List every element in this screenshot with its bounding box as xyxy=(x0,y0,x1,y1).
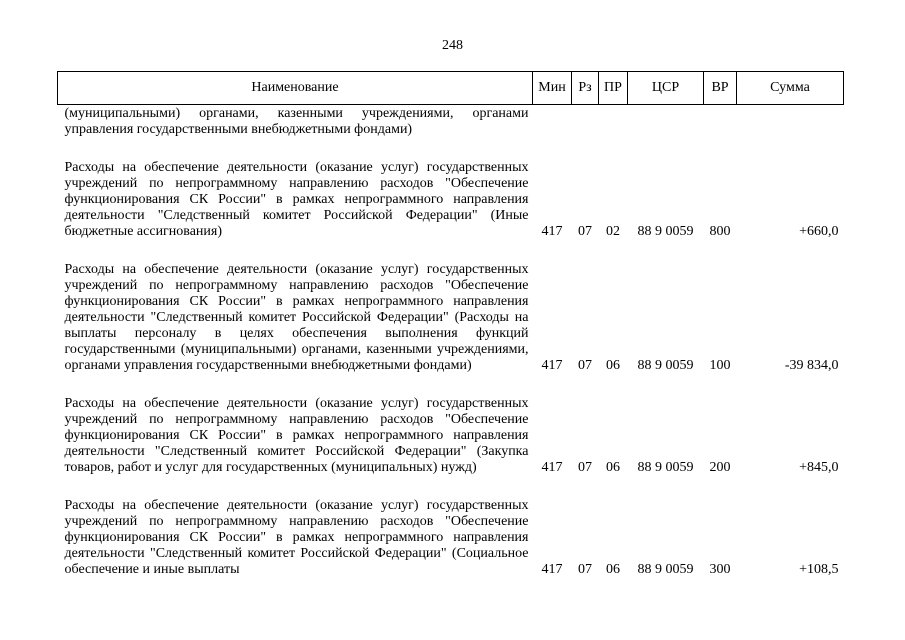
row-pr: 02 xyxy=(606,224,620,239)
row-min xyxy=(533,105,572,139)
row-csr: 88 9 0059 xyxy=(637,562,694,577)
row-vr: 200 xyxy=(709,460,731,475)
row-csr: 88 9 0059 xyxy=(637,358,694,373)
row-rz: 07 xyxy=(578,224,592,239)
table-row xyxy=(58,105,844,139)
row-min: 417 xyxy=(541,562,563,577)
table-row xyxy=(58,476,844,578)
row-vr: 100 xyxy=(709,358,731,373)
row-name: Расходы на обеспечение деятельности (оказание услуг) государственных учреждений по непрограммному направлению расходов "Обеспечение функционирования СК России" в рамках непрограммного направления деятельности "Следственный комитет Российской Федерации" (Расходы на выплаты персоналу в целях обеспечения выполнения функций государственными (муниципальными) органами, казенными учреждениями, органами управления государственными внебюджетными фондами) xyxy=(64,262,529,373)
row-vr xyxy=(704,105,737,139)
row-vr: 800 xyxy=(709,224,731,239)
row-csr: 88 9 0059 xyxy=(637,224,694,239)
column-header-min: Мин xyxy=(533,72,572,105)
row-name: Расходы на обеспечение деятельности (оказание услуг) государственных учреждений по непрограммному направлению расходов "Обеспечение функционирования СК России" в рамках непрограммного направления деятельности "Следственный комитет Российской Федерации" (Социальное обеспечение и иные выплаты xyxy=(64,498,529,577)
row-sum xyxy=(737,105,844,139)
row-rz: 07 xyxy=(578,562,592,577)
column-header-rz: Рз xyxy=(572,72,599,105)
row-sum: +845,0 xyxy=(799,460,839,475)
row-csr xyxy=(628,105,704,139)
row-rz: 07 xyxy=(578,460,592,475)
row-min: 417 xyxy=(541,358,563,373)
page-number: 248 xyxy=(442,38,463,53)
table-row xyxy=(58,240,844,374)
row-pr xyxy=(599,105,628,139)
row-name: Расходы на обеспечение деятельности (оказание услуг) государственных учреждений по непрограммному направлению расходов "Обеспечение функционирования СК России" в рамках непрограммного направления деятельности "Следственный комитет Российской Федерации" (Иные бюджетные ассигнования) xyxy=(64,160,529,239)
row-csr: 88 9 0059 xyxy=(637,460,694,475)
column-header-csr: ЦСР xyxy=(628,72,704,105)
row-sum: +660,0 xyxy=(799,224,839,239)
row-rz xyxy=(572,105,599,139)
column-header-vr: ВР xyxy=(704,72,737,105)
row-pr: 06 xyxy=(606,358,620,373)
row-sum: -39 834,0 xyxy=(784,358,839,373)
table-row xyxy=(58,374,844,476)
budget-table xyxy=(57,71,844,578)
row-pr: 06 xyxy=(606,460,620,475)
table-header-row xyxy=(58,72,844,105)
row-rz: 07 xyxy=(578,358,592,373)
table-row xyxy=(58,138,844,240)
row-sum: +108,5 xyxy=(799,562,839,577)
row-pr: 06 xyxy=(606,562,620,577)
column-header-sum: Сумма xyxy=(737,72,844,105)
row-min: 417 xyxy=(541,460,563,475)
row-name: (муниципальными) органами, казенными учреждениями, органами управления государственными внебюджетными фондами) xyxy=(64,106,529,137)
row-name: Расходы на обеспечение деятельности (оказание услуг) государственных учреждений по непрограммному направлению расходов "Обеспечение функционирования СК России" в рамках непрограммного направления деятельности "Следственный комитет Российской Федерации" (Закупка товаров, работ и услуг для государственных (муниципальных) нужд) xyxy=(64,396,529,475)
row-vr: 300 xyxy=(709,562,731,577)
column-header-name: Наименование xyxy=(58,72,533,105)
column-header-pr: ПР xyxy=(599,72,628,105)
row-min: 417 xyxy=(541,224,563,239)
